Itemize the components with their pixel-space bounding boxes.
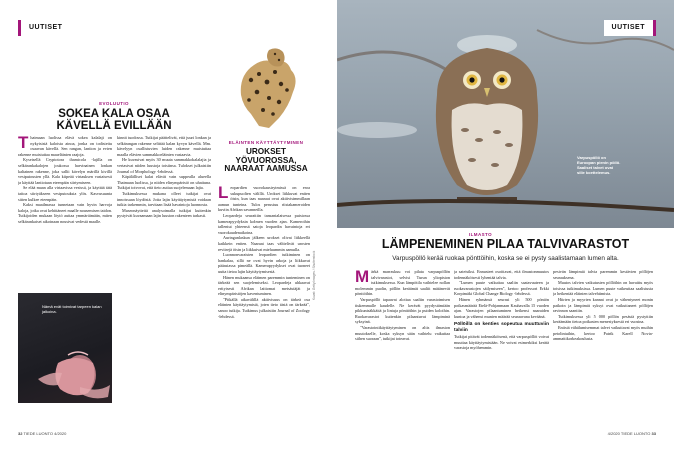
right-magazine-name: TIEDE LUONTO [620,431,651,436]
article2-headline-line2: YÖVUOROSSA, [235,155,297,165]
article1-column-1 [18,135,112,287]
photo-credit: Kuvat: Getty Images / Shutterstock [312,250,316,300]
right-paragraph: Entistä vähälumisemmat talvet vaikuttavat myös muihin petolintuihin, kertoo Patrik Karell Novia-ammattikorkeakoulusta. [553,324,653,342]
fish-caption: Nämä evät toimivat tarpeen kalan jalkoina. [42,304,102,314]
right-column-3 [553,269,653,423]
article2-headline-line3: NAARAAT AAMUSSA [224,164,308,174]
article1-paragraph: kinnit tuodossa. Tutkijat päättelivät, että juuri lonkan ja selkärangan rakenne selittää kalan kyvyn kävellä. Mm. kävelyyn osallistuvien luiden rakenne muistuttaa maalla elävien sammakkoeläinten vastaavia. [117,135,211,157]
right-headline: LÄMPENEMINEN PILAA TALVIVARASTOT [381,237,630,251]
article1-paragraph: Thaimaan luolissa elävä sokea kalalaji on nykyisistä kaloista ainoa, jonka on todistettu osaavan kävellä. Sen rangan, lantion ja evien rakenne muistuttaa maaeläinten raajoja. [18,135,112,157]
article2-paragraph: Leopardien vuorokausirytmissä on eroa sukupuolten välillä. Urokset liikkuvat eniten öisin, kun taas naaraat ovat aktiivisimmillaan aamun tunteina. Tulos perustuu riistakameroiden kuviin Afrikan savanneilla. [218,185,310,213]
right-kicker: ILMASTO [469,232,492,237]
right-paragraph: Märkä marraskuu voi pilata varpuspöllön talvivarastot, selvisi Turun yliopiston tutkimuksessa. Kun lämpötila vaihtelee nollan molemmin puolin, pöllön keräämät saaliit mätänevät pönttöihin. [355,269,450,297]
article1-kicker: EVOLUUTIO [99,101,129,106]
right-column-2 [454,269,549,423]
right-section-tag-bar [653,20,656,36]
article1-dropcap: T [18,135,29,152]
article1-paragraph: Kyseisellä Cryptotora thamicola -lajilla on selkärankakalojen joukossa harvinainen lonkan kaltainen rakenne, joka sallii kävelyn märillä kivillä vesiputousten yllä. Kala kiipeää virtauksen vastaisesti ja käyttää lantiotaan eteenpäin siirtymiseen. [18,157,112,185]
article2-column [218,185,310,417]
article1-paragraph: Tutkimuksessa mukana olleet tutkijat ovat innoissaan löydöstä. Jotta lajin käyttäytymistä voidaan tutkia tarkemmin, tarvitaan lisää havaintoja luonnosta. [117,190,211,208]
article1-headline-line2: KÄVELLÄ EVILLÄÄN [56,120,172,133]
section-tag-label: UUTISET [21,20,70,36]
right-paragraph: Tutkijat pitävät todennäköisenä, että varpuspöllöt voivat muuttaa käyttäytymistään. Ne voivat esimerkiksi kerätä varastoja myöhemmin. [454,333,549,351]
left-issue: 4/2020 [54,431,67,436]
article1-paragraph: He kuvasivat myös 30 muuta sammakkokalalajia ja vertasivat niiden luustoja toisiinsa. Tulokset julkaistiin Journal of Morphology -lehdessä. [117,157,211,174]
right-paragraph: Varpuspöllö tapaavat alottaa saaliin varastoimisen tiukemmalle kaudelle. Ne kerävät pyydystämiään pikkunisäkkäitä ja lintuja pönttöihin ja puiden koloihin. Ruokavarastot kuitenkin pilaantuvat lämpiminä syksyinä. [355,296,450,325]
owl-caption: Varpuspöllö on Euroopan pienin pöllö. Saaliset talvet ovat sille koettelemus. [577,155,621,175]
article2-paragraph: Auringanlaskun jälkeen urokset olivat liikkeellä kaikkein eniten. Naaraat taas välttelivät urosten reviirejä öisin ja liikkuivat mieluummin aamulla. [218,235,310,252]
article1-headline [18,108,210,132]
right-page [337,0,674,450]
right-section-tag-label: UUTISET [604,20,653,36]
right-page-number: 33 [651,431,656,436]
article2-headline-line1: UROKSET [245,147,287,156]
right-dropcap: M [355,269,370,286]
right-paragraph: Hänen ryhmänsä seurasi yli 500 pöntön poikasmäärää Etelä-Pohjanmaan Kauhavalla 15 vuoden ajan. Varastojen pilaantuminen heikensi naaraiden kuntoa ja vähensi munien määrää seuraavana keväänä. [454,296,549,319]
article2-paragraph: Luonnonvaraisten leopardien tutkiminen on hankalaa, sillä ne ovat hyvin arkoja ja liikkuvat pääasiassa pimeällä. Kamerapyydykset ovat tuoneet uutta tietoa lajin käyttäytymisestä. [218,252,310,274]
right-column-1 [355,269,450,423]
article2-headline [218,148,314,174]
article1-paragraph: Käpälälliset kalat elävät vain suppealla alueella Thaimaan luolissa, ja niiden elinympäristö on uhattuna. Tutkijat toivovat, että tieto auttaa suojelemaan lajia. [117,174,211,191]
right-article-heading [337,232,674,262]
right-section-tag [604,20,656,36]
article2-kicker: ELÄINTEN KÄYTTÄYTYMINEN [228,140,304,145]
right-subhead: Pöllöillä on kenties sopeutua muuttuviin talviin [454,322,549,334]
right-paragraph: ja sateisiksi. Ennusteet osoittavat, että ilmastonmuutos todennäköisesti lyhentää talvia. [454,269,549,280]
right-paragraph: Muutos talvien vaikutusten pöllöihin on havaittu myös toisissa tutkimuksissa. Lumen puute vaikeuttaa saalistusta ja heikentää eläinten talvehtimista. [553,280,653,297]
right-paragraph: Hiirten ja myyrien kannat ovat jo vähentyneet monin paikoin ja lämpimät syksyt ovat vaikuttaneet pöllöjen ravinnon saantiin. [553,296,653,314]
left-magazine-name: TIEDE LUONTO [23,431,53,436]
article1-paragraph: Kaksi maailmassa tunnetaan vain hyvin harvoja kaloja, jotka ovat kehittäneet maalle nousemisen taidon. Tutkijoiden mukaan löytö auttaa ymmärtämään, miten selkärankaiset aikoinaan nousivat vedestä maalle. [18,202,112,224]
article2-dropcap: L [218,185,229,202]
right-paragraph: "Lumen puute vaikuttaa saaliin saatavuuteen ja ruokavarastojen säilymiseen", kertoo professori Erkki Korpimäki Global Change Biology -lehdessä. [454,280,549,297]
right-paragraph: "Varastointikäyttäytyminen on altis ilmaston muutokselle, koska syksyn sään vaihtelu vaikuttaa siihen suoraan", tutkijat toteavat. [355,324,450,342]
article2-paragraph: Hänen mukaansa eläimen paremmin tunteminen on tärkeää sen suojelemiseksi. Leopardeja uhkaavat erityisesti Afrikan laittomat metsästäjät ja elinympäristöjen kaventuminen. [218,274,310,297]
right-deck: Varpuspöllö kerää ruokaa pönttöihin, koska se ei pysty saalistamaan lumen alta. [392,255,619,263]
right-folio [608,431,656,436]
article2-paragraph: "Pitkällä aikavälillä aktiivisuus on tärkeä osa eläinten käyttäytymistä, joten tieto tästä on tärkeää", sanoo tutkija. Tutkimus julkaistiin Journal of Zoology -lehdessä. [218,296,310,319]
right-paragraph: Tutkimuksessa yli 5 000 pöllön pesästä pystyttiin keräämään tietoa poikasten menestyksestä eri vuosina. [553,313,653,325]
left-page-number: 32 [18,431,23,436]
right-issue: 4/2020 [607,431,620,436]
article2-paragraph: Leopardeja seurattiin tansanialaisessa puistossa kamerapyydyksin kolmen vuoden ajan. Kameroihin tallentui yhteensä satoja leopardin havaintoja eri vuorokaudenaikoina. [218,212,310,235]
section-tag [18,20,70,36]
article1-column-2 [117,135,211,407]
leopard-photo [229,40,309,130]
article1-paragraph: Se elää maan alla virtaavissa vesissä, ja käyttää tätä taitoa siirtyäkseen vesiputouksia ylös. Kasvusuunta sitten kulkee eteenpäin. [18,185,112,202]
article1-headline-line1: SOKEA KALA OSAA [58,108,170,120]
article1-paragraph: Museonäytteitä analysoimalla tutkijat kuitenkin pystyivät kuvaamaan lajin luuston rakenteen tarkasti. [117,207,211,219]
right-paragraph: pesivän lämpimiä talvia paremmin kestävien pöllöjen seurauksena. [553,269,653,280]
left-folio [18,431,66,436]
